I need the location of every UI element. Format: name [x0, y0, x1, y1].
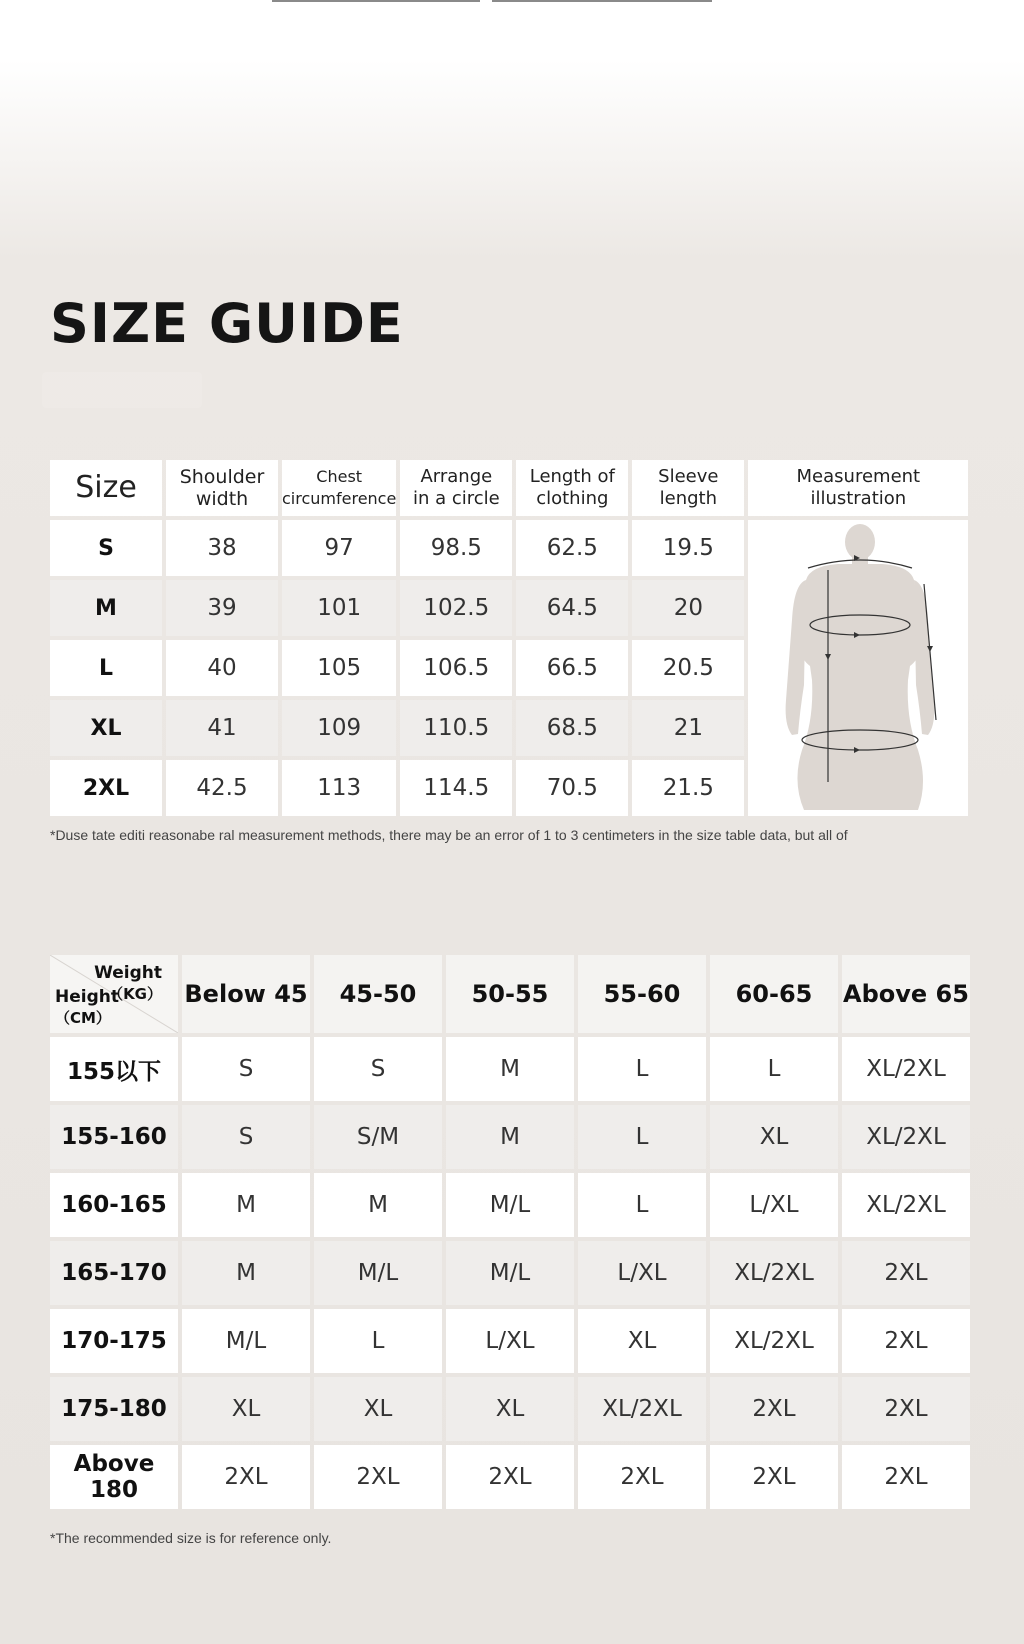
recommended-size: 2XL: [182, 1445, 310, 1509]
recommended-size: L: [710, 1037, 838, 1101]
chest-header-line1: Chest: [316, 467, 363, 486]
table-row: [50, 1173, 970, 1237]
chest-column-header: [282, 460, 396, 516]
illustration-column-header: [748, 460, 968, 516]
recommended-size: XL: [314, 1377, 442, 1441]
top-divider-left: [272, 0, 480, 2]
height-range-label: 175-180: [50, 1377, 178, 1441]
recommended-size: XL: [182, 1377, 310, 1441]
weight-column-header: 55-60: [578, 955, 706, 1033]
size-label: S: [50, 520, 162, 576]
recommended-size: XL: [578, 1309, 706, 1373]
recommended-size: 2XL: [314, 1445, 442, 1509]
chest-value: 97: [282, 520, 396, 576]
recommendation-note: *The recommended size is for reference only.: [50, 1530, 332, 1546]
recommended-size: S/M: [314, 1105, 442, 1169]
recommended-size: XL/2XL: [578, 1377, 706, 1441]
shoulder-value: 38: [166, 520, 278, 576]
size-table-note: *Duse tate editi reasonabe ral measurement methods, there may be an error of 1 to 3 centimeters in the size table data, but all of: [50, 827, 848, 843]
illustration-header-line2: illustration: [810, 488, 907, 509]
recommended-size: L/XL: [578, 1241, 706, 1305]
recommended-size: XL/2XL: [710, 1309, 838, 1373]
recommended-size: S: [182, 1105, 310, 1169]
recommended-size: XL/2XL: [842, 1105, 970, 1169]
chest-value: 101: [282, 580, 396, 636]
shoulder-value: 39: [166, 580, 278, 636]
height-label: [55, 987, 119, 1029]
size-label: XL: [50, 700, 162, 756]
length-value: 68.5: [516, 700, 628, 756]
recommended-size: M: [314, 1173, 442, 1237]
height-text: Height: [55, 987, 119, 1007]
arrange-value: 102.5: [400, 580, 512, 636]
size-row-s: [50, 520, 968, 576]
length-value: 62.5: [516, 520, 628, 576]
shoulder-header-line1: Shoulder: [179, 466, 265, 488]
height-unit: （CM）: [55, 1009, 111, 1027]
recommended-size: S: [182, 1037, 310, 1101]
arrange-header-line2: in a circle: [412, 488, 500, 509]
arrange-column-header: [400, 460, 512, 516]
size-measurement-table: [46, 456, 972, 820]
weight-column-header: Above 65: [842, 955, 970, 1033]
height-range-label: 165-170: [50, 1241, 178, 1305]
illustration-header-line1: Measurement: [796, 466, 921, 487]
recommended-size: XL/2XL: [842, 1037, 970, 1101]
length-value: 64.5: [516, 580, 628, 636]
recommended-size: M: [182, 1173, 310, 1237]
subtitle-bar: [42, 372, 202, 408]
recommended-size: 2XL: [710, 1377, 838, 1441]
size-column-header: Size: [50, 460, 162, 516]
sleeve-header-line1: Sleeve: [658, 466, 719, 487]
recommended-size: M: [446, 1105, 574, 1169]
weight-column-header: 45-50: [314, 955, 442, 1033]
recommended-size: L: [578, 1105, 706, 1169]
table-row: [50, 1037, 970, 1101]
shoulder-value: 41: [166, 700, 278, 756]
recommended-size: M: [182, 1241, 310, 1305]
recommended-size: 2XL: [842, 1309, 970, 1373]
arrange-value: 110.5: [400, 700, 512, 756]
recommended-size: 2XL: [578, 1445, 706, 1509]
weight-column-header: Below 45: [182, 955, 310, 1033]
table-row: [50, 1105, 970, 1169]
table-row: [50, 1241, 970, 1305]
length-value: 70.5: [516, 760, 628, 816]
recommended-size: 2XL: [842, 1445, 970, 1509]
recommended-size: L: [578, 1037, 706, 1101]
length-column-header: [516, 460, 628, 516]
size-label: M: [50, 580, 162, 636]
length-value: 66.5: [516, 640, 628, 696]
recommended-size: M: [446, 1037, 574, 1101]
table-row: [50, 1445, 970, 1509]
size-recommendation-table: [46, 951, 974, 1513]
recommended-size: M/L: [314, 1241, 442, 1305]
weight-text: Weight: [94, 963, 162, 983]
height-range-label: 160-165: [50, 1173, 178, 1237]
measurement-illustration: [748, 520, 968, 816]
chest-value: 109: [282, 700, 396, 756]
sleeve-value: 21.5: [632, 760, 744, 816]
chest-value: 105: [282, 640, 396, 696]
height-range-label: Above 180: [50, 1445, 178, 1509]
shoulder-header-line2: width: [195, 488, 249, 510]
recommended-size: 2XL: [446, 1445, 574, 1509]
recommended-size: M/L: [446, 1241, 574, 1305]
recommended-size: 2XL: [842, 1241, 970, 1305]
size-label: L: [50, 640, 162, 696]
arrange-value: 114.5: [400, 760, 512, 816]
height-weight-corner: [50, 955, 178, 1033]
table-row: [50, 1309, 970, 1373]
length-header-line1: Length of: [529, 466, 615, 487]
size-label: 2XL: [50, 760, 162, 816]
sleeve-header-line2: length: [659, 488, 718, 509]
sleeve-value: 21: [632, 700, 744, 756]
shoulder-column-header: [166, 460, 278, 516]
recommended-size: L: [314, 1309, 442, 1373]
shoulder-value: 40: [166, 640, 278, 696]
height-range-label: 155以下: [50, 1037, 178, 1101]
recommended-size: M/L: [446, 1173, 574, 1237]
height-range-label: 170-175: [50, 1309, 178, 1373]
body-silhouette-icon: [748, 520, 968, 810]
recommended-size: XL/2XL: [710, 1241, 838, 1305]
page-title: SIZE GUIDE: [50, 292, 404, 355]
recommended-size: L/XL: [446, 1309, 574, 1373]
arrange-value: 106.5: [400, 640, 512, 696]
length-header-line2: clothing: [536, 488, 609, 509]
chest-value: 113: [282, 760, 396, 816]
recommended-size: S: [314, 1037, 442, 1101]
recommended-size: L/XL: [710, 1173, 838, 1237]
arrange-value: 98.5: [400, 520, 512, 576]
sleeve-value: 20.5: [632, 640, 744, 696]
recommended-size: XL/2XL: [842, 1173, 970, 1237]
weight-column-header: 60-65: [710, 955, 838, 1033]
recommended-size: XL: [446, 1377, 574, 1441]
arrange-header-line1: Arrange: [420, 466, 493, 487]
top-divider-right: [492, 0, 712, 2]
recommended-size: L: [578, 1173, 706, 1237]
sleeve-column-header: [632, 460, 744, 516]
recommended-size: XL: [710, 1105, 838, 1169]
table-row: [50, 1377, 970, 1441]
chest-header-line2: circumference: [282, 489, 397, 508]
weight-column-header: 50-55: [446, 955, 574, 1033]
sleeve-value: 19.5: [632, 520, 744, 576]
sleeve-value: 20: [632, 580, 744, 636]
recommended-size: M/L: [182, 1309, 310, 1373]
shoulder-value: 42.5: [166, 760, 278, 816]
recommended-size: 2XL: [710, 1445, 838, 1509]
recommended-size: 2XL: [842, 1377, 970, 1441]
weight-unit: （KG）: [108, 985, 162, 1003]
height-range-label: 155-160: [50, 1105, 178, 1169]
